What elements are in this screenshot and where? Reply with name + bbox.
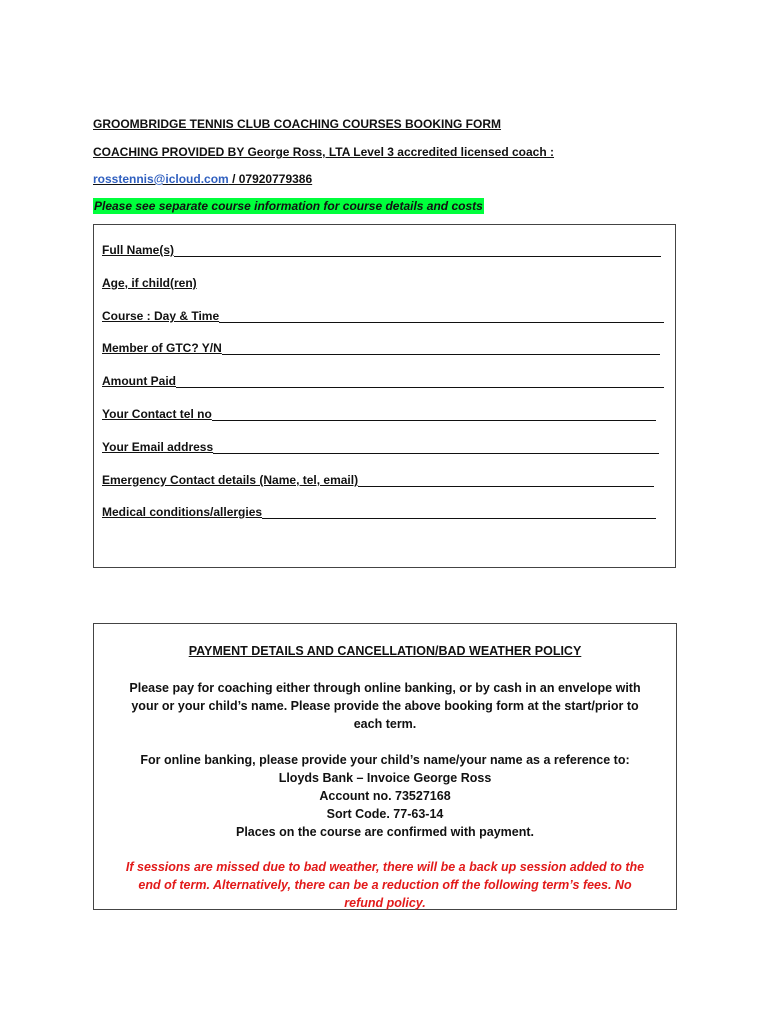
payment-text-line: Please pay for coaching either through online banking, or by cash in an envelope with [129,681,641,695]
payment-policy-box [93,623,677,910]
payment-text-line: each term. [353,717,417,731]
email-link[interactable]: rosstennis@icloud.com [93,172,229,186]
field-label: Emergency Contact details (Name, tel, email) [102,473,359,487]
field-label: Full Name(s) [102,243,175,257]
account-number: Account no. 73527168 [319,789,451,803]
fill-line [213,441,659,454]
phone-number: / 07920779386 [228,172,313,186]
fill-line [176,375,664,388]
weather-policy-line: end of term. Alternatively, there can be a reduction off the following term’s fees. No [138,878,632,892]
fill-line [262,506,656,519]
fill-line [219,310,664,323]
field-label: Your Contact tel no [102,407,212,421]
confirmation-note: Places on the course are confirmed with payment. [235,825,534,839]
weather-policy-line: refund policy. [344,896,426,910]
fill-line [212,408,656,421]
field-emergency-contact[interactable] [102,473,654,487]
field-email[interactable] [102,440,659,454]
field-label: Medical conditions/allergies [102,505,263,519]
sort-code: Sort Code. 77-63-14 [326,807,444,821]
field-label: Your Email address [102,440,214,454]
field-age[interactable] [102,276,197,290]
field-contact-tel[interactable] [102,407,656,421]
field-label: Member of GTC? Y/N [102,341,222,355]
field-member[interactable] [102,341,660,355]
booking-form-box [93,224,676,568]
payment-title: PAYMENT DETAILS AND CANCELLATION/BAD WEATHER POLICY [188,644,582,658]
coach-line: COACHING PROVIDED BY George Ross, LTA Level 3 accredited licensed coach : [93,145,555,159]
bank-name: Lloyds Bank – Invoice George Ross [278,771,492,785]
contact-line [93,172,312,186]
field-amount-paid[interactable] [102,374,664,388]
field-course[interactable] [102,309,664,323]
form-title: GROOMBRIDGE TENNIS CLUB COACHING COURSES BOOKING FORM [93,117,502,131]
fill-line [222,342,660,355]
fill-line [358,474,654,487]
fill-line [174,244,661,257]
bank-text-line: For online banking, please provide your child’s name/your name as a reference to: [140,753,630,767]
payment-text-line: your or your child’s name. Please provide the above booking form at the start/prior to [131,699,639,713]
field-full-name[interactable] [102,243,661,257]
field-label: Course : Day & Time [102,309,220,323]
field-medical[interactable] [102,505,656,519]
field-label: Age, if child(ren) [102,276,197,290]
weather-policy-line: If sessions are missed due to bad weather, there will be a back up session added to the [125,860,645,874]
field-label: Amount Paid [102,374,176,388]
course-info-note: Please see separate course information for course details and costs [94,199,483,213]
